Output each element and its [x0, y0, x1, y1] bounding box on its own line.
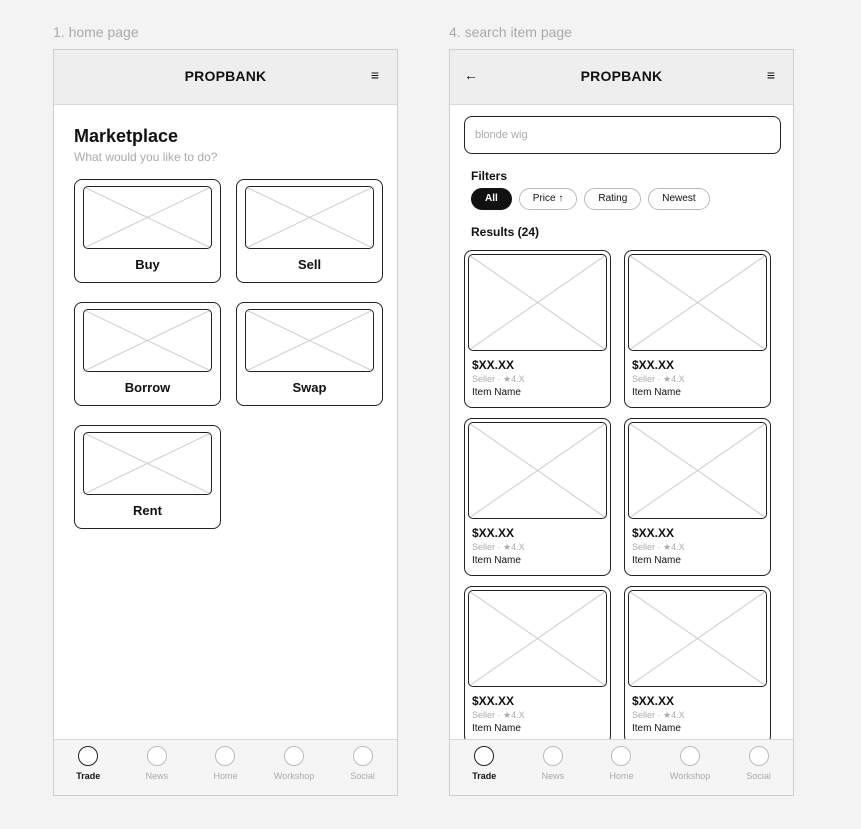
- tile-label: Rent: [133, 503, 162, 518]
- results-title: Results (24): [471, 225, 540, 239]
- screen-label-search: 4. search item page: [449, 24, 572, 40]
- item-name: Item Name: [632, 723, 681, 734]
- filter-chip-price[interactable]: Price ↑: [519, 188, 578, 210]
- image-placeholder: [468, 590, 607, 687]
- tab-label: Home: [213, 771, 238, 781]
- item-price: $XX.XX: [472, 358, 515, 372]
- tab-label: Social: [350, 771, 375, 781]
- hamburger-menu-icon[interactable]: ≡: [370, 67, 379, 83]
- tab-label: News: [145, 771, 169, 781]
- tab-circle-icon: [353, 746, 373, 766]
- item-name: Item Name: [472, 723, 521, 734]
- tab-circle-icon: [680, 746, 700, 766]
- page-subtitle: What would you like to do?: [74, 150, 218, 164]
- hamburger-menu-icon[interactable]: ≡: [766, 67, 775, 83]
- tab-label: Trade: [76, 771, 101, 781]
- home-screen: [53, 49, 398, 796]
- tab-trade[interactable]: [54, 740, 123, 795]
- result-card[interactable]: [464, 586, 611, 744]
- tab-trade[interactable]: [450, 740, 519, 795]
- result-card[interactable]: [464, 418, 611, 576]
- tile-label: Sell: [297, 257, 322, 272]
- filter-chip-rating[interactable]: Rating: [584, 188, 641, 210]
- back-arrow-icon[interactable]: ←: [464, 67, 478, 83]
- item-seller-rating: Seller · ★4.X: [472, 374, 525, 384]
- tab-circle-icon: [215, 746, 235, 766]
- tile-label: Borrow: [124, 380, 171, 395]
- item-name: Item Name: [472, 555, 521, 566]
- item-seller-rating: Seller · ★4.X: [632, 374, 685, 384]
- app-title: PROPBANK: [184, 68, 267, 84]
- bottom-tab-bar: [54, 739, 397, 795]
- filter-chip-newest[interactable]: Newest: [648, 188, 709, 210]
- item-name: Item Name: [632, 555, 681, 566]
- tab-label: Workshop: [669, 771, 711, 781]
- tab-social[interactable]: [724, 740, 793, 795]
- swap-tile[interactable]: [236, 302, 383, 406]
- tab-workshop[interactable]: [656, 740, 725, 795]
- filter-chip-all[interactable]: All: [471, 188, 512, 210]
- item-seller-rating: Seller · ★4.X: [472, 542, 525, 552]
- item-price: $XX.XX: [632, 358, 675, 372]
- result-card[interactable]: [624, 250, 771, 408]
- tab-circle-icon: [474, 746, 494, 766]
- tab-label: News: [541, 771, 565, 781]
- buy-tile[interactable]: [74, 179, 221, 283]
- tab-circle-icon: [611, 746, 631, 766]
- app-header: [450, 50, 793, 105]
- sell-tile[interactable]: [236, 179, 383, 283]
- tab-circle-icon: [543, 746, 563, 766]
- image-placeholder: [83, 186, 212, 249]
- bottom-tab-bar: [450, 739, 793, 795]
- item-price: $XX.XX: [632, 694, 675, 708]
- tile-label: Buy: [135, 257, 160, 272]
- page-title: Marketplace: [74, 126, 179, 146]
- app-header: [54, 50, 397, 105]
- tab-home[interactable]: [191, 740, 260, 795]
- image-placeholder: [628, 590, 767, 687]
- tab-circle-icon: [749, 746, 769, 766]
- result-card[interactable]: [624, 418, 771, 576]
- tab-circle-icon: [147, 746, 167, 766]
- image-placeholder: [468, 422, 607, 519]
- tab-news[interactable]: [123, 740, 192, 795]
- item-price: $XX.XX: [472, 526, 515, 540]
- result-card[interactable]: [464, 250, 611, 408]
- item-name: Item Name: [472, 387, 521, 398]
- image-placeholder: [83, 432, 212, 495]
- tab-label: Home: [609, 771, 634, 781]
- image-placeholder: [245, 309, 374, 372]
- item-price: $XX.XX: [632, 526, 675, 540]
- rent-tile[interactable]: [74, 425, 221, 529]
- app-title: PROPBANK: [580, 68, 663, 84]
- tab-workshop[interactable]: [260, 740, 329, 795]
- search-input[interactable]: [464, 116, 781, 154]
- tile-label: Swap: [292, 380, 327, 395]
- borrow-tile[interactable]: [74, 302, 221, 406]
- item-seller-rating: Seller · ★4.X: [632, 542, 685, 552]
- image-placeholder: [628, 422, 767, 519]
- result-card[interactable]: [624, 586, 771, 744]
- image-placeholder: [628, 254, 767, 351]
- item-seller-rating: Seller · ★4.X: [632, 710, 685, 720]
- tab-circle-icon: [284, 746, 304, 766]
- tab-label: Social: [746, 771, 771, 781]
- item-name: Item Name: [632, 387, 681, 398]
- filter-chips: [471, 188, 717, 210]
- image-placeholder: [83, 309, 212, 372]
- tab-label: Trade: [472, 771, 497, 781]
- tab-circle-icon: [78, 746, 98, 766]
- filters-title: Filters: [471, 169, 508, 183]
- item-seller-rating: Seller · ★4.X: [472, 710, 525, 720]
- tab-home[interactable]: [587, 740, 656, 795]
- screen-label-home: 1. home page: [53, 24, 139, 40]
- image-placeholder: [468, 254, 607, 351]
- tab-label: Workshop: [273, 771, 315, 781]
- tab-news[interactable]: [519, 740, 588, 795]
- item-price: $XX.XX: [472, 694, 515, 708]
- tab-social[interactable]: [328, 740, 397, 795]
- image-placeholder: [245, 186, 374, 249]
- search-screen: [449, 49, 794, 796]
